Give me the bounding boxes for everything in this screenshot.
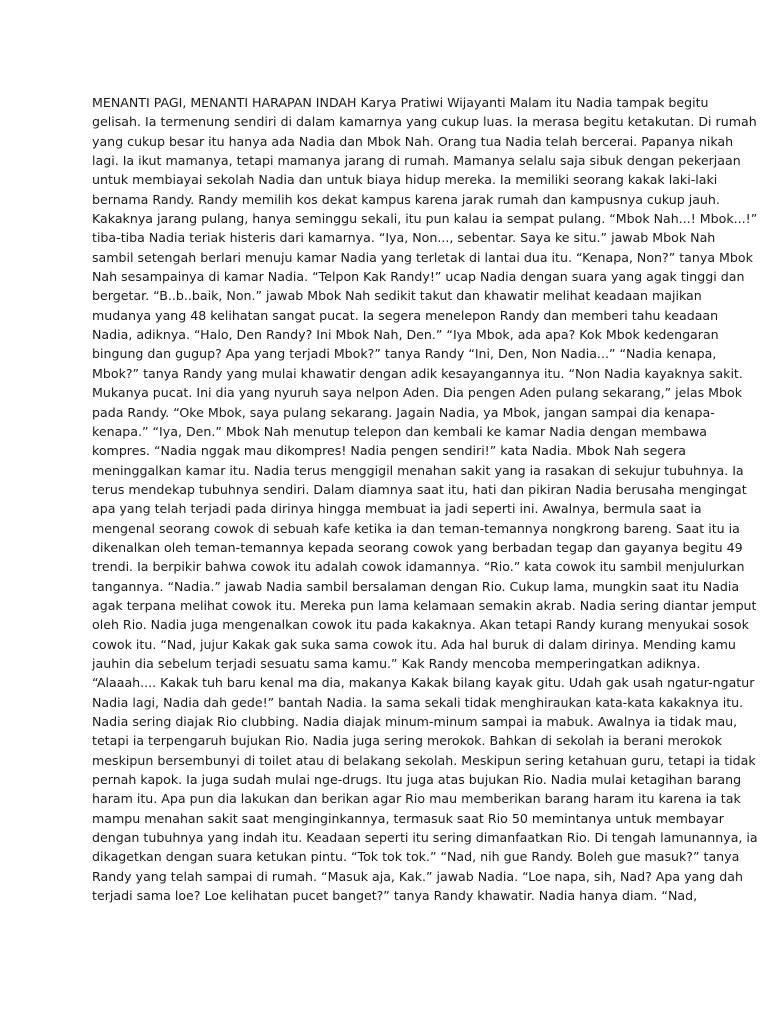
text-line: pernah kapok. Ia juga sudah mulai nge-drugs. Itu juga atas bujukan Rio. Nadia mulai ketagihan barang bbox=[92, 772, 742, 788]
text-line: yang cukup besar itu hanya ada Nadia dan Mbok Nah. Orang tua Nadia telah bercerai. Papanya nikah bbox=[92, 133, 734, 149]
text-line: lagi. Ia ikut mamanya, tetapi mamanya jarang di rumah. Mamanya selalu saja sibuk dengan pekerjaan bbox=[92, 153, 741, 169]
text-line: haram itu. Apa pun dia lakukan dan berikan agar Rio mau memberikan barang haram itu karena ia tak bbox=[92, 791, 741, 807]
text-line: untuk membiayai sekolah Nadia dan untuk biaya hidup mereka. Ia memiliki seorang kakak laki-laki bbox=[92, 172, 718, 188]
text-line: oleh Rio. Nadia juga mengenalkan cowok itu pada kakaknya. Akan tetapi Randy kurang menyukai sosok bbox=[92, 617, 749, 633]
text-line: bergetar. “B..b..baik, Non.” jawab Mbok Nah sedikit takut dan khawatir melihat keadaan majikan bbox=[92, 288, 702, 304]
text-line: MENANTI PAGI, MENANTI HARAPAN INDAH Karya Pratiwi Wijayanti Malam itu Nadia tampak begitu bbox=[92, 95, 709, 110]
text-line: dikagetkan dengan suara ketukan pintu. “Tok tok tok.” “Nad, nih gue Randy. Boleh gue masuk?” tanya bbox=[92, 849, 740, 865]
text-line: Mukanya pucat. Ini dia yang nyuruh saya nelpon Aden. Dia pengen Aden pulang sekarang,” jelas Mbok bbox=[92, 385, 743, 401]
text-line: Nadia, adiknya. “Halo, Den Randy? Ini Mbok Nah, Den.” “Iya Mbok, ada apa? Kok Mbok kedengaran bbox=[92, 327, 719, 343]
text-line: gelisah. Ia termenung sendiri di dalam kamarnya yang cukup luas. Ia merasa begitu ketakutan. Di rumah bbox=[92, 114, 757, 130]
text-line: Nadia sering diajak Rio clubbing. Nadia diajak minum-minum sampai ia mabuk. Awalnya ia tidak mau, bbox=[92, 714, 738, 729]
text-line: trendi. Ia berpikir bahwa cowok itu adalah cowok idamannya. “Rio.” kata cowok itu sambil menjulurkan bbox=[92, 559, 745, 575]
text-line: Kakaknya jarang pulang, hanya seminggu sekali, itu pun kalau ia sempat pulang. “Mbok Nah...! Mbok...!” bbox=[92, 211, 758, 227]
text-line: “Alaaah.... Kakak tuh baru kenal ma dia, makanya Kakak bilang kayak gitu. Udah gak usah ngatur-ngatur bbox=[92, 675, 755, 691]
text-line: tiba-tiba Nadia teriak histeris dari kamarnya. “Iya, Non..., sebentar. Saya ke situ.” jawab Mbok Nah bbox=[92, 230, 716, 246]
text-line: mengenal seorang cowok di sebuah kafe ketika ia dan teman-temannya nongkrong bareng. Saat itu ia bbox=[92, 520, 740, 536]
text-line: terjadi sama loe? Loe kelihatan pucet banget?” tanya Randy khawatir. Nadia hanya diam. “Nad, bbox=[92, 888, 698, 904]
text-line: mampu menahan sakit saat menginginkannya, termasuk saat Rio 50 memintanya untuk membayar bbox=[92, 810, 724, 826]
text-line: cowok itu. “Nad, jujur Kakak gak suka sama cowok itu. Ada hal buruk di dalam dirinya. Mending kamu bbox=[92, 636, 736, 652]
text-line: Nah sesampainya di kamar Nadia. “Telpon Kak Randy!” ucap Nadia dengan suara yang agak tinggi dan bbox=[92, 269, 745, 285]
text-line: tetapi ia terpengaruh bujukan Rio. Nadia juga sering merokok. Bahkan di sekolah ia berani merokok bbox=[92, 733, 722, 749]
text-line: kenapa.” “Iya, Den.” Mbok Nah menutup telepon dan kembali ke kamar Nadia dengan membawa bbox=[92, 423, 708, 439]
text-line: dikenalkan oleh teman-temannya kepada seorang cowok yang berbadan tegap dan gayanya begitu 49 bbox=[92, 539, 743, 555]
text-line: dengan tubuhnya yang indah itu. Keadaan seperti itu sering dimanfaatkan Rio. Di tengah lamunannya, ia bbox=[92, 830, 758, 846]
text-line: terus mendekap tubuhnya sendiri. Dalam diamnya saat itu, hati dan pikiran Nadia berusaha mengingat bbox=[92, 481, 747, 497]
text-line: bingung dan gugup? Apa yang terjadi Mbok?” tanya Randy “Ini, Den, Non Nadia...” “Nadia kenapa, bbox=[92, 346, 717, 362]
text-line: agak terpana melihat cowok itu. Mereka pun lama kelamaan semakin akrab. Nadia sering diantar jemput bbox=[92, 597, 757, 613]
text-line: pada Randy. “Oke Mbok, saya pulang sekarang. Jagain Nadia, ya Mbok, jangan sampai dia kenapa- bbox=[92, 404, 715, 420]
story-text bbox=[92, 93, 758, 905]
text-line: Nadia lagi, Nadia dah gede!” bantah Nadia. Ia sama sekali tidak menghiraukan kata-kata kakaknya itu. bbox=[92, 694, 744, 710]
text-line: Mbok?” tanya Randy yang mulai khawatir dengan adik kesayangannya itu. “Non Nadia kayaknya sakit. bbox=[92, 365, 743, 381]
text-line: kompres. “Nadia nggak mau dikompres! Nadia pengen sendiri!” kata Nadia. Mbok Nah segera bbox=[92, 443, 686, 459]
text-line: meskipun bersembunyi di toilet atau di belakang sekolah. Meskipun sering ketahuan guru, tetapi ia tidak bbox=[92, 752, 756, 768]
text-line: apa yang telah terjadi pada dirinya hingga membuat ia jadi seperti ini. Awalnya, bermula saat ia bbox=[92, 501, 702, 517]
text-line: bernama Randy. Randy memilih kos dekat kampus karena jarak rumah dan kampusnya cukup jauh. bbox=[92, 191, 720, 207]
text-line: sambil setengah berlari menuju kamar Nadia yang terletak di lantai dua itu. “Kenapa, Non?” tanya Mbok bbox=[92, 249, 753, 265]
text-line: meninggalkan kamar itu. Nadia terus menggigil menahan sakit yang ia rasakan di sekujur tubuhnya. Ia bbox=[92, 462, 744, 478]
text-line: tangannya. “Nadia.” jawab Nadia sambil bersalaman dengan Rio. Cukup lama, mungkin saat itu Nadia bbox=[92, 578, 740, 594]
text-line: jauhin dia sebelum terjadi sesuatu sama kamu.” Kak Randy mencoba memperingatkan adiknya. bbox=[92, 655, 701, 671]
text-line: mudanya yang 48 kelihatan sangat pucat. Ia segera menelepon Randy dan memberi tahu keadaan bbox=[92, 307, 719, 323]
text-line: Randy yang telah sampai di rumah. “Masuk aja, Kak.” jawab Nadia. “Loe napa, sih, Nad? Apa yang dah bbox=[92, 868, 743, 884]
